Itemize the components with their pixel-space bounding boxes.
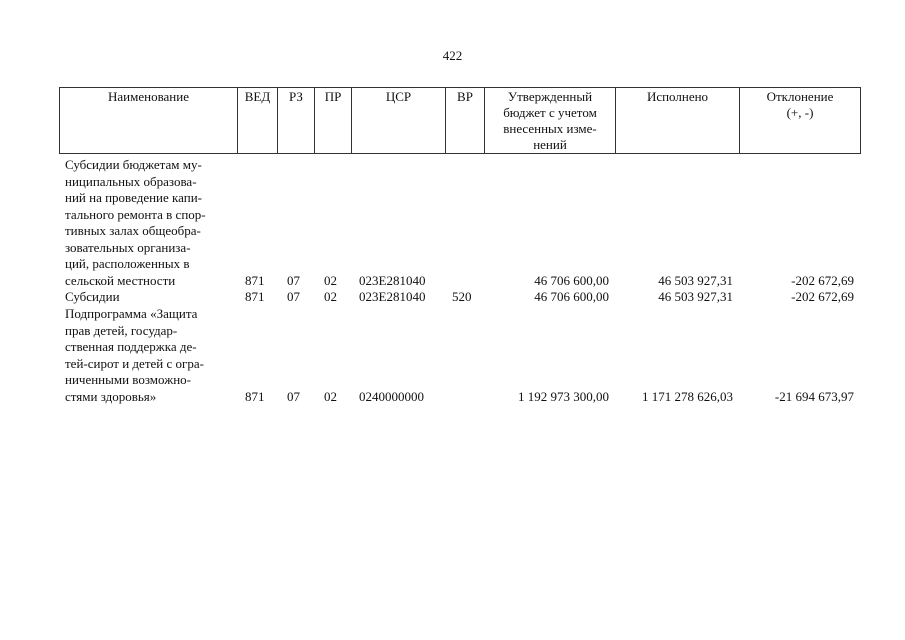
row-approved: 1 192 973 300,00 [518, 388, 609, 404]
row-csr: 023E281040 [359, 272, 426, 288]
row-pr: 02 [324, 388, 337, 404]
row-name-line: тального ремонта в спор- [65, 206, 206, 222]
header-ved: ВЕД [237, 87, 277, 154]
row-csr: 023E281040 [359, 289, 426, 304]
row-name-line: ний на проведение капи- [65, 190, 202, 205]
row-deviation: -21 694 673,97 [774, 388, 854, 404]
table-header [59, 87, 861, 155]
header-vr: ВР [445, 87, 484, 154]
row-name-line: тивных залах общеобра- [65, 223, 201, 238]
row-approved: 46 706 600,00 [534, 272, 609, 288]
row-approved: 46 706 600,00 [534, 289, 609, 304]
header-approved-line: Утвержденный [507, 89, 593, 104]
row-executed: 1 171 278 626,03 [642, 388, 733, 404]
row-name-line: ниципальных образова- [65, 173, 197, 189]
row-ved: 871 [245, 388, 265, 404]
row-pr: 02 [324, 272, 337, 288]
row-vr: 520 [452, 289, 472, 304]
row-name-line: ственная поддержка де- [65, 339, 197, 354]
row-rz: 07 [287, 289, 300, 304]
header-pr: ПР [314, 87, 351, 154]
row-name-line: Подпрограмма «Защита [65, 306, 198, 321]
header-deviation [739, 87, 861, 154]
row-pr: 02 [324, 289, 337, 304]
row-name-line: Субсидии [65, 289, 120, 304]
row-deviation: -202 672,69 [791, 272, 854, 288]
row-name-line: прав детей, государ- [65, 322, 178, 338]
header-executed: Исполнено [615, 87, 739, 154]
page-number: 422 [442, 48, 463, 63]
header-rz: РЗ [277, 87, 314, 154]
row-rz: 07 [287, 272, 300, 288]
row-name-line: зовательных организа- [65, 239, 191, 255]
row-name-line: ций, расположенных в [65, 256, 190, 271]
header-deviation-line: Отклонение [766, 89, 834, 104]
header-approved [484, 87, 615, 154]
header-csr: ЦСР [351, 87, 445, 154]
row-name-line: стями здоровья» [65, 388, 157, 404]
header-approved-line: внесенных изме- [503, 121, 597, 136]
row-name [65, 306, 245, 405]
row-csr: 0240000000 [359, 388, 424, 404]
header-approved-line: нений [533, 137, 567, 152]
header-name: Наименование [59, 87, 237, 154]
row-name [65, 289, 245, 306]
row-name-line: Субсидии бюджетам му- [65, 157, 202, 172]
row-name [65, 157, 245, 289]
header-deviation-line: (+, -) [786, 105, 814, 120]
header-approved-line: бюджет с учетом [503, 105, 597, 120]
row-executed: 46 503 927,31 [658, 289, 733, 304]
row-rz: 07 [287, 388, 300, 404]
row-executed: 46 503 927,31 [658, 272, 733, 288]
row-ved: 871 [245, 272, 265, 288]
row-name-line: тей-сирот и детей с огра- [65, 355, 204, 371]
row-name-line: сельской местности [65, 272, 176, 288]
row-ved: 871 [245, 289, 265, 304]
row-deviation: -202 672,69 [791, 289, 854, 304]
row-name-line: ниченными возможно- [65, 372, 191, 387]
